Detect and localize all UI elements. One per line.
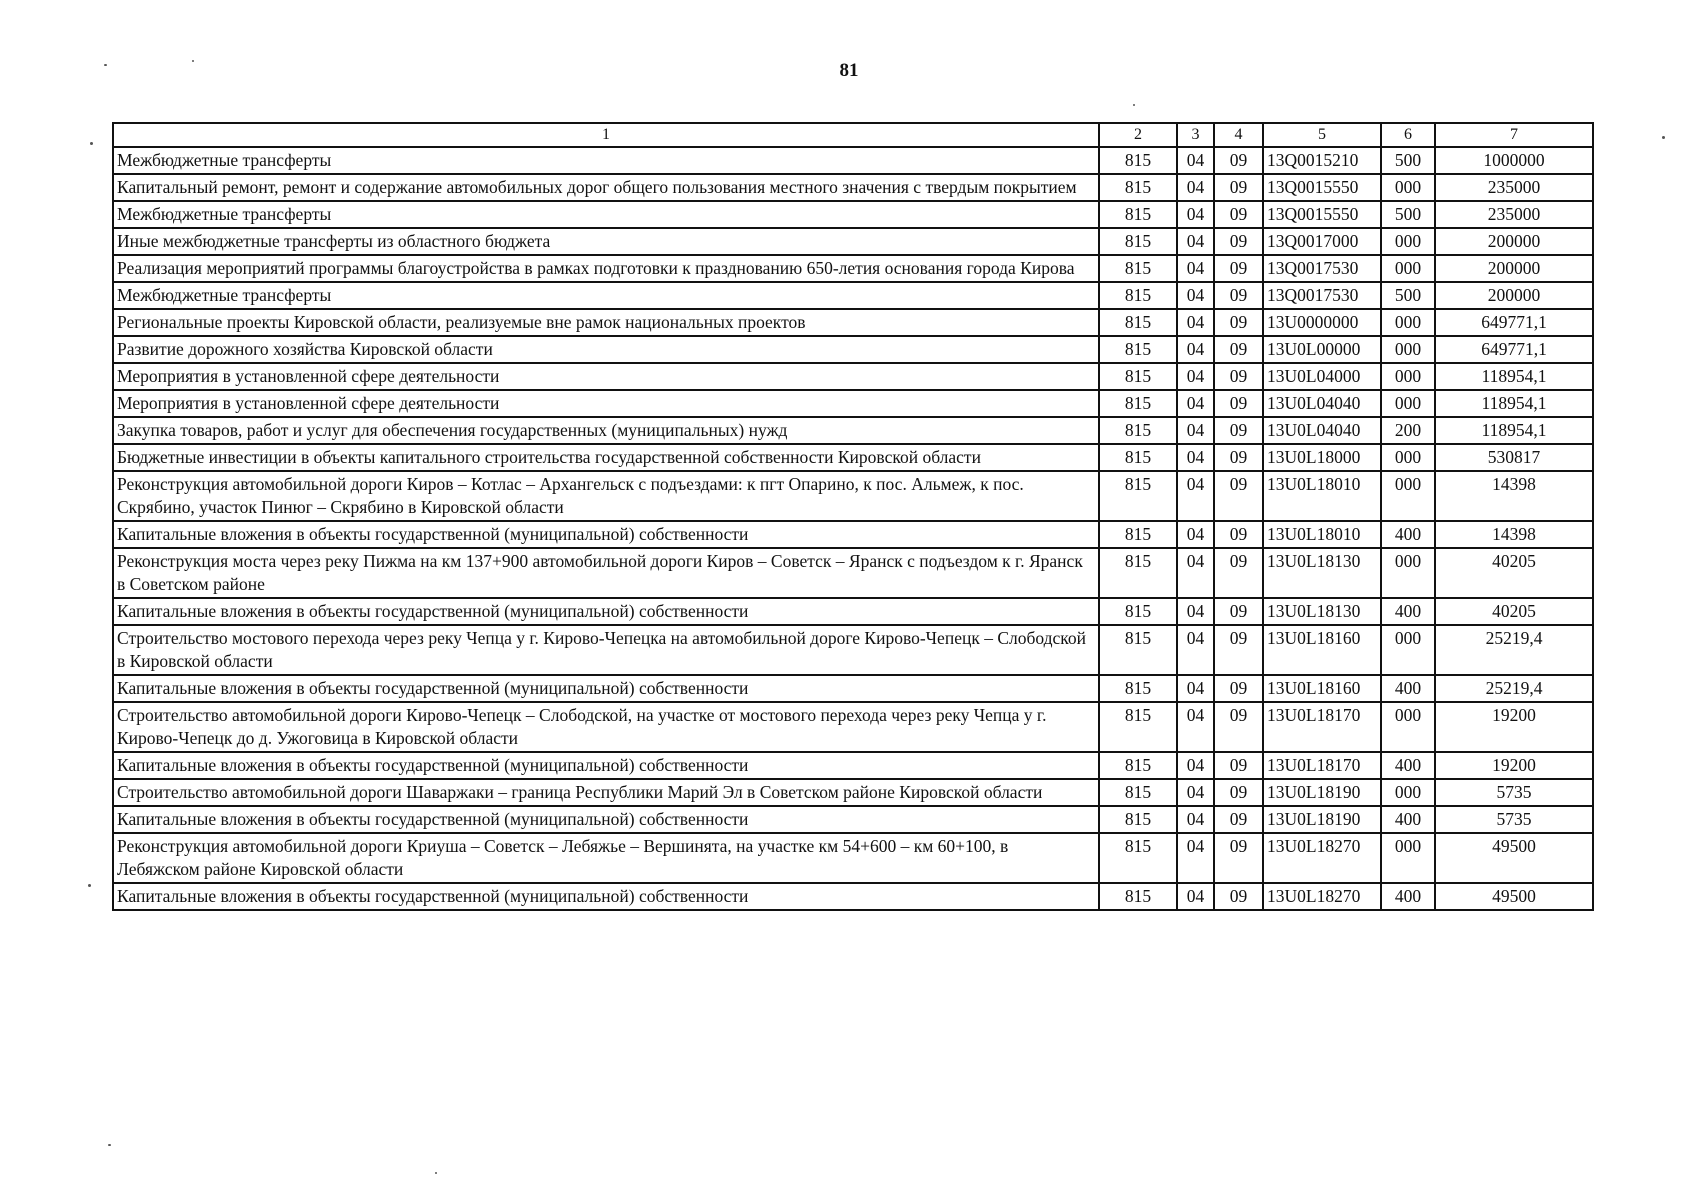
row-col5-cell: 13U0L04000 bbox=[1263, 363, 1381, 390]
row-col5-cell: 13U0L18010 bbox=[1263, 471, 1381, 521]
row-col5-cell: 13U0L18160 bbox=[1263, 675, 1381, 702]
row-name-cell: Капитальные вложения в объекты государственной (муниципальной) собственности bbox=[113, 806, 1099, 833]
row-col4-cell: 09 bbox=[1214, 702, 1263, 752]
row-col3-cell: 04 bbox=[1177, 363, 1214, 390]
row-col7-cell: 200000 bbox=[1435, 228, 1593, 255]
row-col3-cell: 04 bbox=[1177, 309, 1214, 336]
row-col2-cell: 815 bbox=[1099, 548, 1177, 598]
column-header-1: 1 bbox=[113, 123, 1099, 147]
row-col6-cell: 000 bbox=[1381, 779, 1435, 806]
row-col4-cell: 09 bbox=[1214, 675, 1263, 702]
scan-speck bbox=[104, 64, 107, 66]
row-col3-cell: 04 bbox=[1177, 147, 1214, 174]
row-col2-cell: 815 bbox=[1099, 336, 1177, 363]
table-row bbox=[113, 752, 1593, 779]
row-col4-cell: 09 bbox=[1214, 752, 1263, 779]
row-col4-cell: 09 bbox=[1214, 779, 1263, 806]
table-row bbox=[113, 702, 1593, 752]
row-name-cell: Реконструкция автомобильной дороги Криуша – Советск – Лебяжье – Вершинята, на участке км 54+600 – км 60+100, в Лебяжском районе Кировской области bbox=[113, 833, 1099, 883]
row-col6-cell: 000 bbox=[1381, 702, 1435, 752]
row-col2-cell: 815 bbox=[1099, 282, 1177, 309]
row-col6-cell: 000 bbox=[1381, 833, 1435, 883]
row-name-cell: Развитие дорожного хозяйства Кировской области bbox=[113, 336, 1099, 363]
row-col7-cell: 235000 bbox=[1435, 174, 1593, 201]
table-row bbox=[113, 201, 1593, 228]
row-col2-cell: 815 bbox=[1099, 806, 1177, 833]
row-col4-cell: 09 bbox=[1214, 806, 1263, 833]
row-col2-cell: 815 bbox=[1099, 201, 1177, 228]
row-col6-cell: 000 bbox=[1381, 309, 1435, 336]
row-col4-cell: 09 bbox=[1214, 883, 1263, 910]
row-col5-cell: 13U0L18010 bbox=[1263, 521, 1381, 548]
table-row bbox=[113, 471, 1593, 521]
row-col7-cell: 118954,1 bbox=[1435, 417, 1593, 444]
row-col6-cell: 000 bbox=[1381, 363, 1435, 390]
row-name-cell: Капитальные вложения в объекты государственной (муниципальной) собственности bbox=[113, 675, 1099, 702]
row-col7-cell: 40205 bbox=[1435, 548, 1593, 598]
table-row bbox=[113, 625, 1593, 675]
row-col3-cell: 04 bbox=[1177, 598, 1214, 625]
scan-speck bbox=[1662, 136, 1665, 139]
table-body bbox=[113, 147, 1593, 910]
row-col6-cell: 000 bbox=[1381, 390, 1435, 417]
row-col7-cell: 49500 bbox=[1435, 883, 1593, 910]
row-name-cell: Реализация мероприятий программы благоустройства в рамках подготовки к празднованию 650-летия основания города Кирова bbox=[113, 255, 1099, 282]
row-col5-cell: 13Q0015210 bbox=[1263, 147, 1381, 174]
row-col3-cell: 04 bbox=[1177, 675, 1214, 702]
row-col5-cell: 13U0L18190 bbox=[1263, 806, 1381, 833]
scan-speck bbox=[192, 60, 194, 62]
row-name-cell: Реконструкция моста через реку Пижма на км 137+900 автомобильной дороги Киров – Советск – Яранск с подъездом к г. Яранск в Советском районе bbox=[113, 548, 1099, 598]
row-name-cell: Межбюджетные трансферты bbox=[113, 147, 1099, 174]
row-col4-cell: 09 bbox=[1214, 309, 1263, 336]
table-row bbox=[113, 390, 1593, 417]
row-col5-cell: 13U0L04040 bbox=[1263, 417, 1381, 444]
row-col5-cell: 13Q0015550 bbox=[1263, 201, 1381, 228]
row-col6-cell: 500 bbox=[1381, 201, 1435, 228]
row-col2-cell: 815 bbox=[1099, 752, 1177, 779]
table-row bbox=[113, 336, 1593, 363]
row-col4-cell: 09 bbox=[1214, 833, 1263, 883]
row-col3-cell: 04 bbox=[1177, 548, 1214, 598]
table-row bbox=[113, 147, 1593, 174]
row-col3-cell: 04 bbox=[1177, 282, 1214, 309]
row-col2-cell: 815 bbox=[1099, 174, 1177, 201]
row-col5-cell: 13U0L18160 bbox=[1263, 625, 1381, 675]
row-col2-cell: 815 bbox=[1099, 147, 1177, 174]
row-col2-cell: 815 bbox=[1099, 675, 1177, 702]
row-col4-cell: 09 bbox=[1214, 147, 1263, 174]
row-col7-cell: 649771,1 bbox=[1435, 336, 1593, 363]
table-header-row bbox=[113, 123, 1593, 147]
row-col5-cell: 13U0000000 bbox=[1263, 309, 1381, 336]
page-number: 81 bbox=[839, 60, 859, 81]
table-row bbox=[113, 282, 1593, 309]
table-row bbox=[113, 548, 1593, 598]
row-col6-cell: 400 bbox=[1381, 883, 1435, 910]
row-col3-cell: 04 bbox=[1177, 228, 1214, 255]
row-col4-cell: 09 bbox=[1214, 255, 1263, 282]
row-col4-cell: 09 bbox=[1214, 201, 1263, 228]
table-row bbox=[113, 779, 1593, 806]
row-col5-cell: 13Q0017530 bbox=[1263, 255, 1381, 282]
row-col7-cell: 49500 bbox=[1435, 833, 1593, 883]
row-col6-cell: 000 bbox=[1381, 174, 1435, 201]
row-col7-cell: 200000 bbox=[1435, 255, 1593, 282]
row-col7-cell: 19200 bbox=[1435, 702, 1593, 752]
row-name-cell: Мероприятия в установленной сфере деятельности bbox=[113, 390, 1099, 417]
row-col3-cell: 04 bbox=[1177, 779, 1214, 806]
row-col7-cell: 19200 bbox=[1435, 752, 1593, 779]
row-col3-cell: 04 bbox=[1177, 390, 1214, 417]
row-col3-cell: 04 bbox=[1177, 625, 1214, 675]
column-header-4: 4 bbox=[1214, 123, 1263, 147]
row-col3-cell: 04 bbox=[1177, 444, 1214, 471]
table-row bbox=[113, 444, 1593, 471]
row-col2-cell: 815 bbox=[1099, 255, 1177, 282]
row-col6-cell: 000 bbox=[1381, 255, 1435, 282]
table-row bbox=[113, 675, 1593, 702]
row-name-cell: Иные межбюджетные трансферты из областного бюджета bbox=[113, 228, 1099, 255]
row-col4-cell: 09 bbox=[1214, 625, 1263, 675]
row-col3-cell: 04 bbox=[1177, 752, 1214, 779]
row-col2-cell: 815 bbox=[1099, 598, 1177, 625]
row-col3-cell: 04 bbox=[1177, 255, 1214, 282]
budget-table bbox=[112, 122, 1594, 911]
table-row bbox=[113, 228, 1593, 255]
table-row bbox=[113, 521, 1593, 548]
row-name-cell: Реконструкция автомобильной дороги Киров – Котлас – Архангельск с подъездами: к пгт Опарино, к пос. Альмеж, к пос. Скрябино, участок Пинюг – Скрябино в Кировской области bbox=[113, 471, 1099, 521]
row-col4-cell: 09 bbox=[1214, 174, 1263, 201]
row-col4-cell: 09 bbox=[1214, 444, 1263, 471]
row-col3-cell: 04 bbox=[1177, 336, 1214, 363]
row-col2-cell: 815 bbox=[1099, 309, 1177, 336]
row-col6-cell: 000 bbox=[1381, 548, 1435, 598]
row-col3-cell: 04 bbox=[1177, 702, 1214, 752]
row-col3-cell: 04 bbox=[1177, 417, 1214, 444]
table-row bbox=[113, 255, 1593, 282]
row-col6-cell: 200 bbox=[1381, 417, 1435, 444]
row-col4-cell: 09 bbox=[1214, 417, 1263, 444]
row-name-cell: Капитальные вложения в объекты государственной (муниципальной) собственности bbox=[113, 598, 1099, 625]
row-col4-cell: 09 bbox=[1214, 471, 1263, 521]
row-col4-cell: 09 bbox=[1214, 548, 1263, 598]
row-name-cell: Межбюджетные трансферты bbox=[113, 201, 1099, 228]
row-col6-cell: 500 bbox=[1381, 282, 1435, 309]
row-name-cell: Закупка товаров, работ и услуг для обеспечения государственных (муниципальных) нужд bbox=[113, 417, 1099, 444]
scan-speck bbox=[1133, 104, 1135, 106]
row-col2-cell: 815 bbox=[1099, 883, 1177, 910]
row-col2-cell: 815 bbox=[1099, 471, 1177, 521]
row-name-cell: Бюджетные инвестиции в объекты капитального строительства государственной собственности Кировской области bbox=[113, 444, 1099, 471]
row-col6-cell: 400 bbox=[1381, 806, 1435, 833]
row-col2-cell: 815 bbox=[1099, 702, 1177, 752]
column-header-3: 3 bbox=[1177, 123, 1214, 147]
table-row bbox=[113, 806, 1593, 833]
table-row bbox=[113, 309, 1593, 336]
row-col3-cell: 04 bbox=[1177, 883, 1214, 910]
row-col5-cell: 13Q0017000 bbox=[1263, 228, 1381, 255]
row-col6-cell: 000 bbox=[1381, 228, 1435, 255]
table-row bbox=[113, 363, 1593, 390]
row-col7-cell: 40205 bbox=[1435, 598, 1593, 625]
row-col2-cell: 815 bbox=[1099, 228, 1177, 255]
row-col5-cell: 13U0L18190 bbox=[1263, 779, 1381, 806]
scan-speck bbox=[90, 142, 93, 145]
table-row bbox=[113, 883, 1593, 910]
row-col4-cell: 09 bbox=[1214, 390, 1263, 417]
row-col7-cell: 118954,1 bbox=[1435, 363, 1593, 390]
row-col6-cell: 400 bbox=[1381, 752, 1435, 779]
row-col6-cell: 000 bbox=[1381, 444, 1435, 471]
row-col7-cell: 14398 bbox=[1435, 521, 1593, 548]
row-col3-cell: 04 bbox=[1177, 806, 1214, 833]
scan-speck bbox=[108, 1144, 111, 1146]
row-col3-cell: 04 bbox=[1177, 833, 1214, 883]
column-header-6: 6 bbox=[1381, 123, 1435, 147]
row-col7-cell: 25219,4 bbox=[1435, 675, 1593, 702]
row-col5-cell: 13U0L04040 bbox=[1263, 390, 1381, 417]
row-col5-cell: 13U0L18270 bbox=[1263, 883, 1381, 910]
row-col5-cell: 13U0L18000 bbox=[1263, 444, 1381, 471]
row-col5-cell: 13U0L18130 bbox=[1263, 548, 1381, 598]
row-col7-cell: 14398 bbox=[1435, 471, 1593, 521]
row-col7-cell: 5735 bbox=[1435, 806, 1593, 833]
row-col2-cell: 815 bbox=[1099, 390, 1177, 417]
row-name-cell: Капитальные вложения в объекты государственной (муниципальной) собственности bbox=[113, 752, 1099, 779]
column-header-2: 2 bbox=[1099, 123, 1177, 147]
row-name-cell: Строительство автомобильной дороги Кирово-Чепецк – Слободской, на участке от мостового перехода через реку Чепца у г. Кирово-Чепецк до д. Ужоговица в Кировской области bbox=[113, 702, 1099, 752]
row-name-cell: Капитальный ремонт, ремонт и содержание автомобильных дорог общего пользования местного значения с твердым покрытием bbox=[113, 174, 1099, 201]
row-col5-cell: 13U0L18170 bbox=[1263, 702, 1381, 752]
row-col6-cell: 400 bbox=[1381, 521, 1435, 548]
row-col6-cell: 500 bbox=[1381, 147, 1435, 174]
row-col4-cell: 09 bbox=[1214, 521, 1263, 548]
row-name-cell: Капитальные вложения в объекты государственной (муниципальной) собственности bbox=[113, 883, 1099, 910]
row-col4-cell: 09 bbox=[1214, 363, 1263, 390]
row-col3-cell: 04 bbox=[1177, 471, 1214, 521]
table-row bbox=[113, 417, 1593, 444]
row-col2-cell: 815 bbox=[1099, 444, 1177, 471]
row-col4-cell: 09 bbox=[1214, 228, 1263, 255]
row-col5-cell: 13U0L18130 bbox=[1263, 598, 1381, 625]
row-col6-cell: 000 bbox=[1381, 625, 1435, 675]
scan-speck bbox=[435, 1172, 437, 1174]
row-name-cell: Строительство мостового перехода через реку Чепца у г. Кирово-Чепецка на автомобильной дороге Кирово-Чепецк – Слободской в Кировской области bbox=[113, 625, 1099, 675]
row-col2-cell: 815 bbox=[1099, 417, 1177, 444]
row-col6-cell: 400 bbox=[1381, 675, 1435, 702]
row-col6-cell: 400 bbox=[1381, 598, 1435, 625]
row-col5-cell: 13U0L18270 bbox=[1263, 833, 1381, 883]
row-col2-cell: 815 bbox=[1099, 833, 1177, 883]
row-col2-cell: 815 bbox=[1099, 625, 1177, 675]
row-col5-cell: 13U0L18170 bbox=[1263, 752, 1381, 779]
table-row bbox=[113, 174, 1593, 201]
row-col7-cell: 118954,1 bbox=[1435, 390, 1593, 417]
row-col7-cell: 5735 bbox=[1435, 779, 1593, 806]
row-col2-cell: 815 bbox=[1099, 363, 1177, 390]
table-row bbox=[113, 598, 1593, 625]
row-col7-cell: 25219,4 bbox=[1435, 625, 1593, 675]
row-col7-cell: 235000 bbox=[1435, 201, 1593, 228]
row-col6-cell: 000 bbox=[1381, 336, 1435, 363]
row-col3-cell: 04 bbox=[1177, 521, 1214, 548]
row-name-cell: Региональные проекты Кировской области, реализуемые вне рамок национальных проектов bbox=[113, 309, 1099, 336]
row-col4-cell: 09 bbox=[1214, 282, 1263, 309]
row-col6-cell: 000 bbox=[1381, 471, 1435, 521]
row-col5-cell: 13Q0017530 bbox=[1263, 282, 1381, 309]
row-col5-cell: 13U0L00000 bbox=[1263, 336, 1381, 363]
row-col5-cell: 13Q0015550 bbox=[1263, 174, 1381, 201]
scan-speck bbox=[88, 884, 91, 887]
row-col2-cell: 815 bbox=[1099, 521, 1177, 548]
row-col2-cell: 815 bbox=[1099, 779, 1177, 806]
row-col7-cell: 530817 bbox=[1435, 444, 1593, 471]
table-row bbox=[113, 833, 1593, 883]
row-col7-cell: 200000 bbox=[1435, 282, 1593, 309]
row-col4-cell: 09 bbox=[1214, 598, 1263, 625]
column-header-5: 5 bbox=[1263, 123, 1381, 147]
row-col3-cell: 04 bbox=[1177, 174, 1214, 201]
row-col4-cell: 09 bbox=[1214, 336, 1263, 363]
column-header-7: 7 bbox=[1435, 123, 1593, 147]
row-col3-cell: 04 bbox=[1177, 201, 1214, 228]
row-col7-cell: 1000000 bbox=[1435, 147, 1593, 174]
row-name-cell: Капитальные вложения в объекты государственной (муниципальной) собственности bbox=[113, 521, 1099, 548]
row-col7-cell: 649771,1 bbox=[1435, 309, 1593, 336]
row-name-cell: Мероприятия в установленной сфере деятельности bbox=[113, 363, 1099, 390]
row-name-cell: Межбюджетные трансферты bbox=[113, 282, 1099, 309]
row-name-cell: Строительство автомобильной дороги Шаваржаки – граница Республики Марий Эл в Советском районе Кировской области bbox=[113, 779, 1099, 806]
